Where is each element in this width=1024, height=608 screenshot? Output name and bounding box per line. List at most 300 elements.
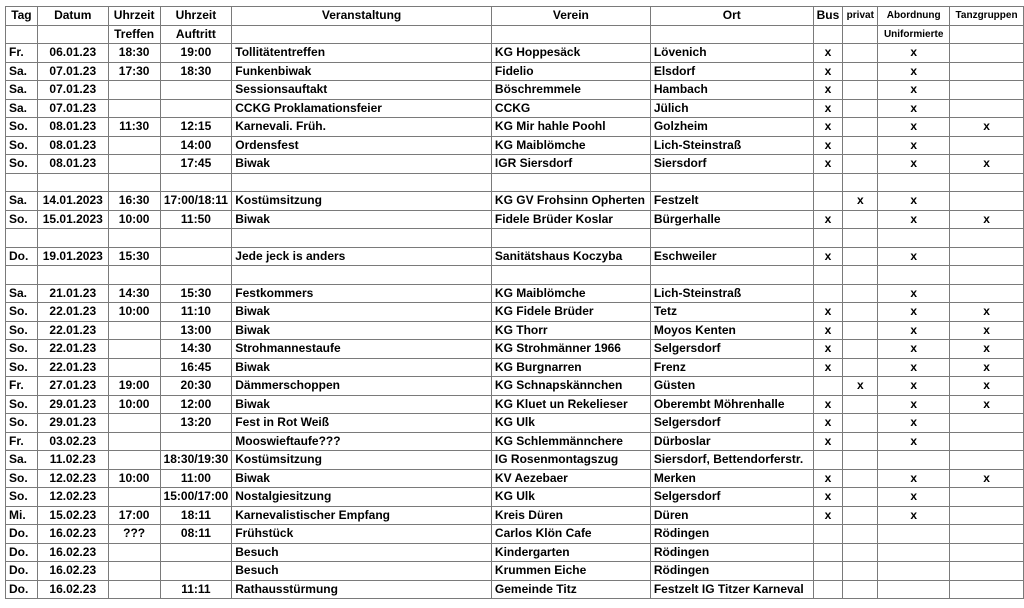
cell-bus: x <box>813 414 843 433</box>
cell-verein: KG Schlemmännchere <box>491 432 650 451</box>
cell-veranstaltung: Besuch <box>232 562 492 581</box>
cell-verein: KG Maiblömche <box>491 284 650 303</box>
cell-tag <box>6 266 38 285</box>
cell-datum <box>37 229 108 248</box>
cell-privat <box>843 488 878 507</box>
cell-ort: Selgersdorf <box>650 340 813 359</box>
cell-privat <box>843 266 878 285</box>
cell-bus: x <box>813 395 843 414</box>
cell-verein: KG Thorr <box>491 321 650 340</box>
header-bus: Bus <box>813 7 843 26</box>
cell-veranstaltung: Biwak <box>232 303 492 322</box>
cell-privat <box>843 469 878 488</box>
cell-veranstaltung: Ordensfest <box>232 136 492 155</box>
cell-ort <box>650 229 813 248</box>
cell-tanzgruppen <box>950 192 1024 211</box>
header-veranstaltung: Veranstaltung <box>232 7 492 26</box>
cell-abordnung: x <box>878 488 950 507</box>
cell-auftritt: 12:15 <box>160 118 232 137</box>
cell-veranstaltung: Biwak <box>232 358 492 377</box>
cell-verein: KG Hoppesäck <box>491 44 650 63</box>
cell-tanzgruppen: x <box>950 469 1024 488</box>
cell-abordnung: x <box>878 192 950 211</box>
cell-veranstaltung: Fest in Rot Weiß <box>232 414 492 433</box>
header-tanzgruppen: Tanzgruppen <box>950 7 1024 26</box>
cell-veranstaltung: Rathausstürmung <box>232 580 492 599</box>
cell-tanzgruppen: x <box>950 321 1024 340</box>
cell-abordnung: x <box>878 414 950 433</box>
cell-veranstaltung: Tollitätentreffen <box>232 44 492 63</box>
cell-treffen: 16:30 <box>108 192 160 211</box>
cell-abordnung: x <box>878 377 950 396</box>
cell-tag <box>6 229 38 248</box>
cell-bus <box>813 562 843 581</box>
cell-abordnung <box>878 451 950 470</box>
cell-ort: Lövenich <box>650 44 813 63</box>
cell-bus <box>813 580 843 599</box>
cell-tag: So. <box>6 210 38 229</box>
cell-treffen <box>108 340 160 359</box>
cell-datum: 07.01.23 <box>37 62 108 81</box>
cell-ort: Siersdorf, Bettendorferstr. <box>650 451 813 470</box>
cell-tag: Sa. <box>6 62 38 81</box>
cell-tag <box>6 173 38 192</box>
cell-datum: 07.01.23 <box>37 81 108 100</box>
cell-ort: Lich-Steinstraß <box>650 284 813 303</box>
cell-auftritt: 17:45 <box>160 155 232 174</box>
cell-privat <box>843 395 878 414</box>
cell-verein: KG Ulk <box>491 414 650 433</box>
cell-tag: Mi. <box>6 506 38 525</box>
table-row <box>6 377 1024 396</box>
cell-abordnung: x <box>878 340 950 359</box>
cell-privat <box>843 562 878 581</box>
cell-veranstaltung: Mooswieftaufe??? <box>232 432 492 451</box>
cell-privat <box>843 62 878 81</box>
table-row <box>6 155 1024 174</box>
cell-verein: CCKG <box>491 99 650 118</box>
cell-verein: KG Ulk <box>491 488 650 507</box>
cell-verein: KV Aezebaer <box>491 469 650 488</box>
cell-auftritt <box>160 229 232 248</box>
cell-auftritt: 15:30 <box>160 284 232 303</box>
cell-treffen <box>108 451 160 470</box>
cell-treffen <box>108 488 160 507</box>
cell-veranstaltung: Biwak <box>232 395 492 414</box>
cell-auftritt: 14:00 <box>160 136 232 155</box>
cell-tag: So. <box>6 303 38 322</box>
cell-tanzgruppen: x <box>950 210 1024 229</box>
cell-bus: x <box>813 155 843 174</box>
cell-verein: IGR Siersdorf <box>491 155 650 174</box>
cell-tanzgruppen <box>950 562 1024 581</box>
cell-privat <box>843 525 878 544</box>
cell-abordnung: x <box>878 155 950 174</box>
cell-ort: Siersdorf <box>650 155 813 174</box>
cell-tanzgruppen <box>950 414 1024 433</box>
cell-abordnung: x <box>878 44 950 63</box>
cell-verein: Krummen Eiche <box>491 562 650 581</box>
cell-veranstaltung: Besuch <box>232 543 492 562</box>
header-row <box>6 7 1024 26</box>
cell-tag: So. <box>6 136 38 155</box>
cell-treffen: 11:30 <box>108 118 160 137</box>
cell-tag: So. <box>6 358 38 377</box>
cell-treffen: 15:30 <box>108 247 160 266</box>
cell-bus <box>813 377 843 396</box>
cell-verein: Kreis Düren <box>491 506 650 525</box>
cell-ort: Frenz <box>650 358 813 377</box>
cell-treffen <box>108 266 160 285</box>
cell-datum: 07.01.23 <box>37 99 108 118</box>
table-row-empty <box>6 229 1024 248</box>
cell-bus: x <box>813 210 843 229</box>
table-row <box>6 62 1024 81</box>
cell-bus: x <box>813 303 843 322</box>
table-row <box>6 340 1024 359</box>
cell-veranstaltung: Funkenbiwak <box>232 62 492 81</box>
cell-treffen: 10:00 <box>108 210 160 229</box>
cell-datum: 22.01.23 <box>37 340 108 359</box>
cell-verein: Gemeinde Titz <box>491 580 650 599</box>
cell-bus: x <box>813 99 843 118</box>
cell-abordnung: x <box>878 118 950 137</box>
cell-veranstaltung <box>232 173 492 192</box>
header-verein: Verein <box>491 7 650 26</box>
cell-auftritt <box>160 266 232 285</box>
cell-verein: Carlos Klön Cafe <box>491 525 650 544</box>
cell-datum: 11.02.23 <box>37 451 108 470</box>
cell-ort: Selgersdorf <box>650 414 813 433</box>
cell-datum: 03.02.23 <box>37 432 108 451</box>
cell-tag: Do. <box>6 247 38 266</box>
cell-datum: 21.01.23 <box>37 284 108 303</box>
cell-tanzgruppen <box>950 229 1024 248</box>
cell-abordnung: x <box>878 303 950 322</box>
cell-treffen: 10:00 <box>108 469 160 488</box>
table-row <box>6 247 1024 266</box>
cell-privat <box>843 543 878 562</box>
cell-auftritt: 13:20 <box>160 414 232 433</box>
cell-abordnung <box>878 229 950 248</box>
cell-abordnung <box>878 525 950 544</box>
cell-privat <box>843 155 878 174</box>
cell-treffen <box>108 81 160 100</box>
cell-auftritt <box>160 81 232 100</box>
cell-auftritt: 11:10 <box>160 303 232 322</box>
cell-treffen <box>108 580 160 599</box>
cell-tag: So. <box>6 321 38 340</box>
cell-abordnung: x <box>878 321 950 340</box>
cell-auftritt <box>160 247 232 266</box>
cell-veranstaltung: Frühstück <box>232 525 492 544</box>
cell-privat <box>843 81 878 100</box>
cell-tanzgruppen <box>950 62 1024 81</box>
cell-tag: So. <box>6 155 38 174</box>
cell-abordnung <box>878 266 950 285</box>
cell-abordnung <box>878 173 950 192</box>
cell-auftritt: 18:30/19:30 <box>160 451 232 470</box>
cell-tanzgruppen <box>950 247 1024 266</box>
cell-tanzgruppen: x <box>950 395 1024 414</box>
cell-bus: x <box>813 118 843 137</box>
cell-datum: 16.02.23 <box>37 543 108 562</box>
cell-tanzgruppen <box>950 99 1024 118</box>
cell-auftritt: 11:11 <box>160 580 232 599</box>
cell-privat <box>843 118 878 137</box>
event-schedule-table <box>5 6 1024 599</box>
cell-treffen: ??? <box>108 525 160 544</box>
cell-tanzgruppen: x <box>950 358 1024 377</box>
cell-veranstaltung <box>232 229 492 248</box>
cell-bus <box>813 525 843 544</box>
cell-datum: 08.01.23 <box>37 118 108 137</box>
cell-ort: Düren <box>650 506 813 525</box>
cell-auftritt: 08:11 <box>160 525 232 544</box>
cell-bus: x <box>813 469 843 488</box>
cell-verein: KG Schnapskännchen <box>491 377 650 396</box>
cell-bus: x <box>813 358 843 377</box>
table-row <box>6 210 1024 229</box>
table-row <box>6 580 1024 599</box>
table-row <box>6 118 1024 137</box>
cell-tanzgruppen <box>950 580 1024 599</box>
cell-ort: Festzelt <box>650 192 813 211</box>
cell-tanzgruppen <box>950 136 1024 155</box>
cell-datum: 08.01.23 <box>37 136 108 155</box>
table-row-empty <box>6 266 1024 285</box>
table-row <box>6 488 1024 507</box>
cell-bus <box>813 173 843 192</box>
table-row <box>6 358 1024 377</box>
cell-privat <box>843 247 878 266</box>
cell-tag: So. <box>6 469 38 488</box>
cell-treffen <box>108 155 160 174</box>
cell-veranstaltung: Kostümsitzung <box>232 451 492 470</box>
cell-privat <box>843 414 878 433</box>
cell-bus: x <box>813 62 843 81</box>
cell-treffen <box>108 136 160 155</box>
table-row <box>6 44 1024 63</box>
cell-datum: 15.02.23 <box>37 506 108 525</box>
cell-veranstaltung: Sessionsauftakt <box>232 81 492 100</box>
cell-datum: 12.02.23 <box>37 469 108 488</box>
header-tag: Tag <box>6 7 38 26</box>
cell-privat <box>843 321 878 340</box>
cell-treffen <box>108 562 160 581</box>
cell-treffen <box>108 173 160 192</box>
cell-tanzgruppen <box>950 284 1024 303</box>
cell-auftritt: 13:00 <box>160 321 232 340</box>
table-row <box>6 136 1024 155</box>
cell-veranstaltung: Strohmannestaufe <box>232 340 492 359</box>
cell-bus: x <box>813 340 843 359</box>
cell-abordnung <box>878 562 950 581</box>
cell-privat <box>843 136 878 155</box>
cell-auftritt: 12:00 <box>160 395 232 414</box>
cell-verein: Fidelio <box>491 62 650 81</box>
header-uhrzeit-treffen: Uhrzeit <box>108 7 160 26</box>
cell-treffen <box>108 543 160 562</box>
cell-privat <box>843 173 878 192</box>
cell-privat <box>843 340 878 359</box>
cell-datum <box>37 266 108 285</box>
cell-bus <box>813 451 843 470</box>
cell-tag: Sa. <box>6 284 38 303</box>
table-row <box>6 99 1024 118</box>
cell-abordnung <box>878 543 950 562</box>
cell-tag: Sa. <box>6 99 38 118</box>
cell-auftritt: 20:30 <box>160 377 232 396</box>
cell-ort: Elsdorf <box>650 62 813 81</box>
cell-datum: 19.01.2023 <box>37 247 108 266</box>
cell-ort: Tetz <box>650 303 813 322</box>
cell-ort: Güsten <box>650 377 813 396</box>
header-abordnung: Abordnung <box>878 7 950 26</box>
cell-verein <box>491 229 650 248</box>
cell-auftritt: 17:00/18:11 <box>160 192 232 211</box>
cell-auftritt <box>160 99 232 118</box>
cell-veranstaltung: Kostümsitzung <box>232 192 492 211</box>
cell-auftritt: 11:00 <box>160 469 232 488</box>
cell-verein: KG Kluet un Rekelieser <box>491 395 650 414</box>
cell-bus <box>813 229 843 248</box>
cell-bus <box>813 192 843 211</box>
table-row <box>6 451 1024 470</box>
table-row <box>6 432 1024 451</box>
cell-bus: x <box>813 432 843 451</box>
cell-datum: 08.01.23 <box>37 155 108 174</box>
cell-ort: Oberembt Möhrenhalle <box>650 395 813 414</box>
cell-ort: Rödingen <box>650 543 813 562</box>
cell-tanzgruppen: x <box>950 303 1024 322</box>
cell-abordnung: x <box>878 81 950 100</box>
cell-bus <box>813 543 843 562</box>
cell-datum: 22.01.23 <box>37 321 108 340</box>
cell-tag: Do. <box>6 543 38 562</box>
cell-auftritt: 14:30 <box>160 340 232 359</box>
cell-veranstaltung: Biwak <box>232 469 492 488</box>
cell-datum: 29.01.23 <box>37 414 108 433</box>
cell-verein: Sanitätshaus Koczyba <box>491 247 650 266</box>
cell-abordnung: x <box>878 358 950 377</box>
cell-bus: x <box>813 44 843 63</box>
cell-tanzgruppen <box>950 506 1024 525</box>
table-row <box>6 543 1024 562</box>
cell-tanzgruppen <box>950 543 1024 562</box>
cell-tag: Fr. <box>6 44 38 63</box>
cell-datum: 16.02.23 <box>37 580 108 599</box>
cell-bus <box>813 284 843 303</box>
cell-auftritt: 19:00 <box>160 44 232 63</box>
cell-abordnung: x <box>878 469 950 488</box>
cell-treffen <box>108 229 160 248</box>
cell-abordnung: x <box>878 506 950 525</box>
cell-tanzgruppen <box>950 432 1024 451</box>
cell-treffen: 10:00 <box>108 303 160 322</box>
cell-verein: IG Rosenmontagszug <box>491 451 650 470</box>
cell-veranstaltung: Dämmerschoppen <box>232 377 492 396</box>
cell-tanzgruppen <box>950 488 1024 507</box>
cell-datum: 06.01.23 <box>37 44 108 63</box>
cell-verein <box>491 173 650 192</box>
cell-tag: Sa. <box>6 192 38 211</box>
cell-ort: Selgersdorf <box>650 488 813 507</box>
cell-abordnung: x <box>878 62 950 81</box>
cell-treffen: 19:00 <box>108 377 160 396</box>
cell-ort: Festzelt IG Titzer Karneval <box>650 580 813 599</box>
table-row <box>6 525 1024 544</box>
cell-verein: KG GV Frohsinn Opherten <box>491 192 650 211</box>
cell-abordnung <box>878 580 950 599</box>
table-row <box>6 321 1024 340</box>
cell-tag: Sa. <box>6 451 38 470</box>
cell-verein: KG Burgnarren <box>491 358 650 377</box>
cell-ort: Eschweiler <box>650 247 813 266</box>
cell-treffen <box>108 99 160 118</box>
table-row <box>6 414 1024 433</box>
cell-treffen <box>108 358 160 377</box>
cell-ort: Moyos Kenten <box>650 321 813 340</box>
cell-tanzgruppen <box>950 266 1024 285</box>
cell-tanzgruppen: x <box>950 118 1024 137</box>
cell-verein: KG Fidele Brüder <box>491 303 650 322</box>
cell-tag: Do. <box>6 525 38 544</box>
cell-datum: 14.01.2023 <box>37 192 108 211</box>
cell-privat <box>843 358 878 377</box>
cell-abordnung: x <box>878 210 950 229</box>
table-row <box>6 284 1024 303</box>
cell-auftritt <box>160 543 232 562</box>
cell-treffen: 17:30 <box>108 62 160 81</box>
table-row <box>6 395 1024 414</box>
cell-privat <box>843 432 878 451</box>
cell-tag: So. <box>6 488 38 507</box>
cell-ort: Dürboslar <box>650 432 813 451</box>
cell-abordnung: x <box>878 99 950 118</box>
cell-privat <box>843 284 878 303</box>
cell-datum: 29.01.23 <box>37 395 108 414</box>
cell-datum: 27.01.23 <box>37 377 108 396</box>
cell-tag: Sa. <box>6 81 38 100</box>
cell-datum: 15.01.2023 <box>37 210 108 229</box>
cell-ort <box>650 173 813 192</box>
cell-privat <box>843 99 878 118</box>
cell-tanzgruppen: x <box>950 155 1024 174</box>
cell-bus: x <box>813 321 843 340</box>
cell-tag: So. <box>6 395 38 414</box>
cell-tag: Fr. <box>6 432 38 451</box>
cell-verein: KG Strohmänner 1966 <box>491 340 650 359</box>
cell-tanzgruppen <box>950 81 1024 100</box>
cell-privat: x <box>843 377 878 396</box>
cell-veranstaltung: Biwak <box>232 155 492 174</box>
cell-datum: 22.01.23 <box>37 303 108 322</box>
cell-bus: x <box>813 136 843 155</box>
cell-treffen <box>108 432 160 451</box>
cell-abordnung: x <box>878 284 950 303</box>
cell-verein: Fidele Brüder Koslar <box>491 210 650 229</box>
cell-treffen: 14:30 <box>108 284 160 303</box>
cell-ort: Golzheim <box>650 118 813 137</box>
cell-verein: KG Maiblömche <box>491 136 650 155</box>
cell-verein <box>491 266 650 285</box>
table-row-empty <box>6 173 1024 192</box>
cell-bus: x <box>813 488 843 507</box>
table-row <box>6 192 1024 211</box>
cell-datum: 16.02.23 <box>37 525 108 544</box>
table-row <box>6 562 1024 581</box>
